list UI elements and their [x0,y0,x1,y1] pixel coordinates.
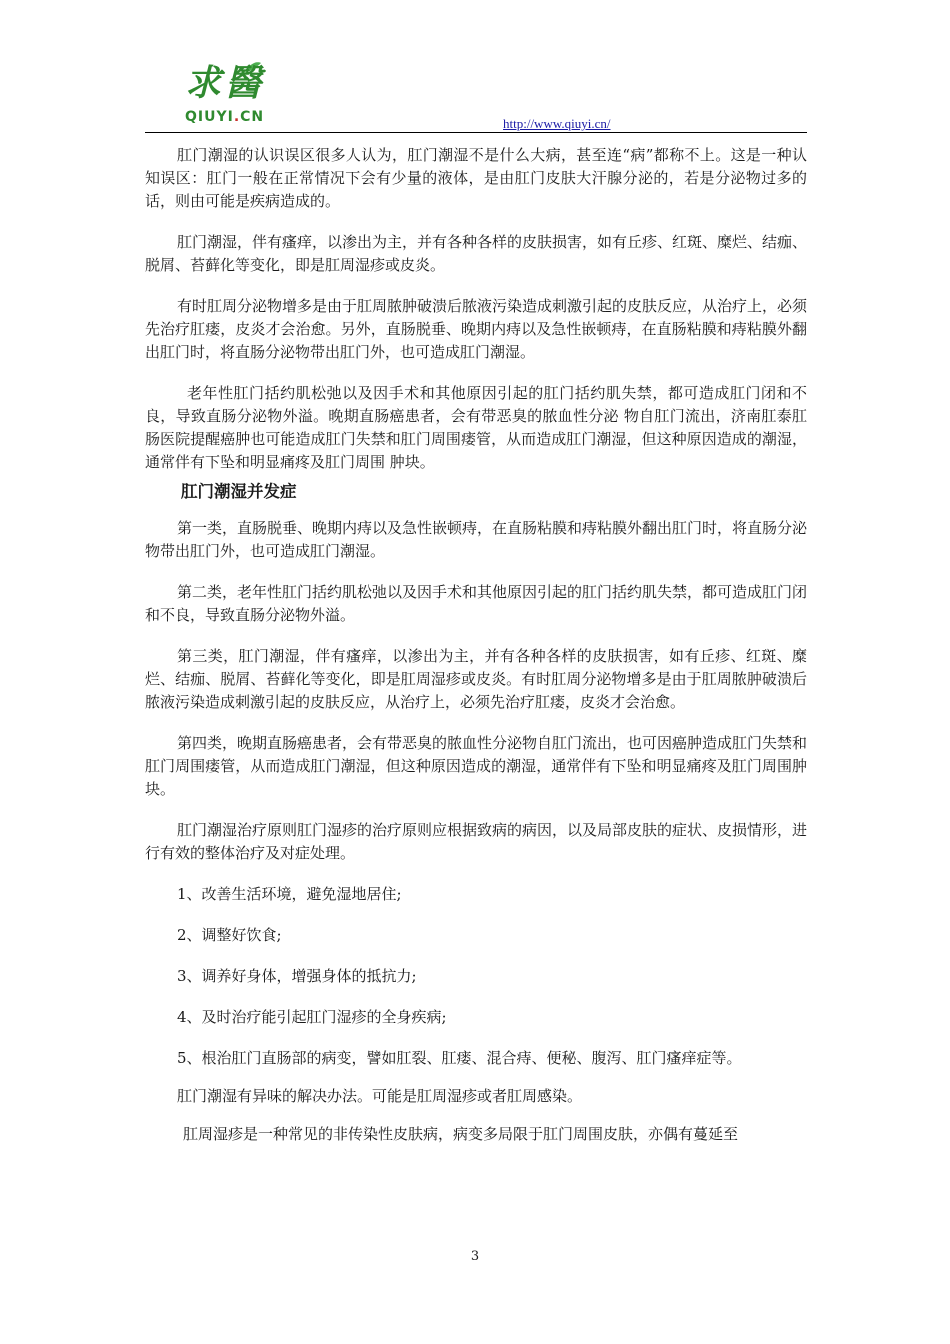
logo-text-cn: CN [240,109,265,125]
paragraph-solution: 肛门潮湿有异味的解决办法。可能是肛周湿疹或者肛周感染。 [177,1087,583,1105]
site-url-link[interactable]: http://www.qiuyi.cn/ [503,116,611,131]
page-header [145,55,807,135]
paragraph-2: 肛门潮湿，伴有瘙痒，以渗出为主，并有各种各样的皮肤损害，如有丘疹、红斑、糜烂、结痂、脱屑、苔藓化等变化，即是肛周湿疹或皮炎。 [145,233,808,274]
page-number: 3 [470,1249,480,1264]
list-item: 1、改善生活环境，避免湿地居住; [177,885,402,903]
list-item: 2、调整好饮食; [177,926,282,944]
list-item: 3、调养好身体，增强身体的抵抗力; [177,967,417,985]
qiuyi-logo [185,55,295,129]
section-heading: 肛门潮湿并发症 [181,482,297,501]
header-rule [145,132,807,133]
paragraph-type-2: 第二类，老年性肛门括约肌松弛以及因手术和其他原因引起的肛门括约肌失禁，都可造成肛门闭和不良，导致直肠分泌物外溢。 [145,583,808,624]
paragraph-treatment: 肛门潮湿治疗原则肛门湿疹的治疗原则应根据致病的病因，以及局部皮肤的症状、皮损情形，进行有效的整体治疗及对症处理。 [145,821,808,862]
paragraph-4: 老年性肛门括约肌松弛以及因手术和其他原因引起的肛门括约肌失禁，都可造成肛门闭和不良，导致直肠分泌物外溢。晚期直肠癌患者，会有带恶臭的脓血性分泌 物自肛门流出，济南肛泰肛肠医院提醒癌肿也可能造成肛门失禁和肛门周围瘘管，从而造成肛门潮湿，但这种原因造成的潮湿，通常伴有下坠和明显痛疼及肛门周围 肿块。 [145,384,807,471]
logo-glyphs: 求醫 [185,62,266,104]
paragraph-type-4: 第四类，晚期直肠癌患者，会有带恶臭的脓血性分泌物自肛门流出，也可因癌肿造成肛门失禁和肛门周围瘘管，从而造成肛门潮湿，但这种原因造成的潮湿，通常伴有下坠和明显痛疼及肛门周围肿块。 [145,734,808,798]
list-item: 5、根治肛门直肠部的病变，譬如肛裂、肛瘘、混合痔、便秘、腹泻、肛门瘙痒症等。 [177,1049,742,1067]
logo-text-dot: . [233,109,241,125]
paragraph-eczema: 肛周湿疹是一种常见的非传染性皮肤病，病变多局限于肛门周围皮肤，亦偶有蔓延至 [183,1125,739,1143]
paragraph-1: 肛门潮湿的认识误区很多人认为，肛门潮湿不是什么大病，甚至连“病”都称不上。这是一种认知误区：肛门一般在正常情况下会有少量的液体，是由肛门皮肤大汗腺分泌的，若是分泌物过多的话，则由可能是疾病造成的。 [145,146,807,210]
paragraph-3: 有时肛周分泌物增多是由于肛周脓肿破溃后脓液污染造成刺激引起的皮肤反应，从治疗上，必须先治疗肛瘘，皮炎才会治愈。另外，直肠脱垂、晚期内痔以及急性嵌顿痔，在直肠粘膜和痔粘膜外翻出肛门时，将直肠分泌物带出肛门外，也可造成肛门潮湿。 [145,297,808,361]
paragraph-type-1: 第一类，直肠脱垂、晚期内痔以及急性嵌顿痔，在直肠粘膜和痔粘膜外翻出肛门时，将直肠分泌物带出肛门外，也可造成肛门潮湿。 [145,519,808,560]
document-body [145,144,807,1164]
logo-wordmark [185,109,264,125]
paragraph-type-3: 第三类，肛门潮湿，伴有瘙痒，以渗出为主，并有各种各样的皮肤损害，如有丘疹、红斑、糜烂、结痂、脱屑、苔藓化等变化，即是肛周湿疹或皮炎。有时肛周分泌物增多是由于肛周脓肿破溃后脓液污染造成刺激引起的皮肤反应，从治疗上，必须先治疗肛瘘，皮炎才会治愈。 [145,647,807,711]
list-item: 4、及时治疗能引起肛门湿疹的全身疾病; [177,1008,447,1026]
logo-text-main: QIUYI [185,109,234,125]
